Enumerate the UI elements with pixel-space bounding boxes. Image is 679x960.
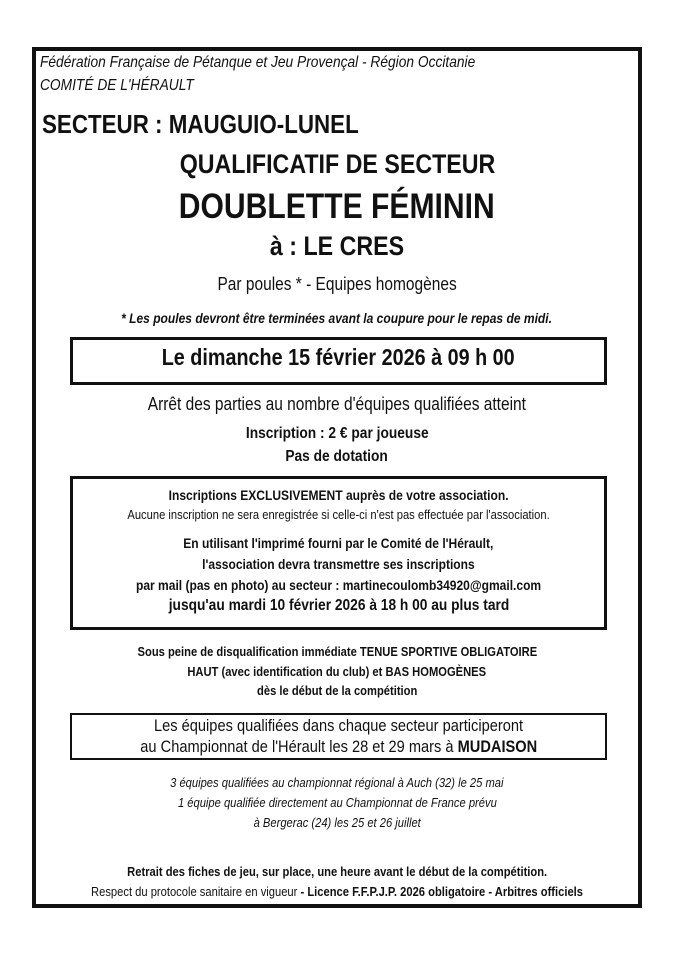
date-box xyxy=(70,337,607,385)
championnat-line-1: Les équipes qualifiées dans chaque secteur participeront xyxy=(154,716,523,735)
poules-note: * Les poules devront être terminées avant la coupure pour le repas de midi. xyxy=(121,310,553,326)
inscription-mail-line: par mail (pas en photo) au secteur : martinecoulomb34920@gmail.com xyxy=(135,577,542,593)
championnat-place: MUDAISON xyxy=(457,737,537,756)
tenue-line-1: Sous peine de disqualification immédiate TENUE SPORTIVE OBLIGATOIRE xyxy=(137,644,537,659)
event-date: Le dimanche 15 février 2026 à 09 h 00 xyxy=(162,344,515,370)
inscription-exclusive: Inscriptions EXCLUSIVEMENT auprès de votre association. xyxy=(168,487,509,503)
arret-line: Arrêt des parties au nombre d'équipes qualifiées atteint xyxy=(147,394,527,414)
inscription-warning: Aucune inscription ne sera enregistrée si celle-ci n'est pas effectuée par l'association. xyxy=(127,507,550,522)
tenue-line-2: HAUT (avec identification du club) et BAS HOMOGÈNES xyxy=(187,664,487,679)
federation-line: Fédération Française de Pétanque et Jeu Provençal - Région Occitanie xyxy=(40,54,476,71)
licence-arbitres: - Licence F.F.P.J.P. 2026 obligatoire - Arbitres officiels xyxy=(297,884,583,899)
championnat-box xyxy=(70,713,607,760)
dotation-line: Pas de dotation xyxy=(285,448,389,465)
inscription-deadline: jusqu'au mardi 10 février 2026 à 18 h 00 au plus tard xyxy=(168,597,509,614)
contact-email[interactable]: martinecoulomb34920@gmail.com xyxy=(342,577,542,593)
retrait-line: Retrait des fiches de jeu, sur place, une heure avant le début de la compétition. xyxy=(126,864,547,879)
championnat-line-2: au Championnat de l'Hérault les 28 et 29 mars à MUDAISON xyxy=(140,737,537,756)
respect-line: Respect du protocole sanitaire en vigueur - Licence F.F.P.J.P. 2026 obligatoire - Arbitres officiels xyxy=(91,884,583,899)
format-line: Par poules * - Equipes homogènes xyxy=(217,274,457,294)
location-title: à : LE CRES xyxy=(269,231,405,261)
qualification-line-1: 3 équipes qualifiées au championnat régional à Auch (32) le 25 mai xyxy=(170,775,504,790)
inscription-transmit-line: l'association devra transmettre ses inscriptions xyxy=(202,556,475,572)
inscription-box xyxy=(70,476,607,630)
qualification-line-3: à Bergerac (24) les 25 et 26 juillet xyxy=(253,815,421,830)
inscription-fee: Inscription : 2 € par joueuse xyxy=(245,425,429,442)
poster xyxy=(32,47,642,908)
qualificatif-title: QUALIFICATIF DE SECTEUR xyxy=(179,149,495,179)
comite-line: COMITÉ DE L'HÉRAULT xyxy=(40,77,194,94)
competition-title: DOUBLETTE FÉMININ xyxy=(178,187,496,226)
qualification-line-2: 1 équipe qualifiée directement au Championnat de France prévu xyxy=(177,795,497,810)
inscription-form-line: En utilisant l'imprimé fourni par le Comité de l'Hérault, xyxy=(183,535,494,551)
secteur-heading: SECTEUR : MAUGUIO-LUNEL xyxy=(42,109,359,139)
tenue-line-3: dès le début de la compétition xyxy=(256,683,418,698)
